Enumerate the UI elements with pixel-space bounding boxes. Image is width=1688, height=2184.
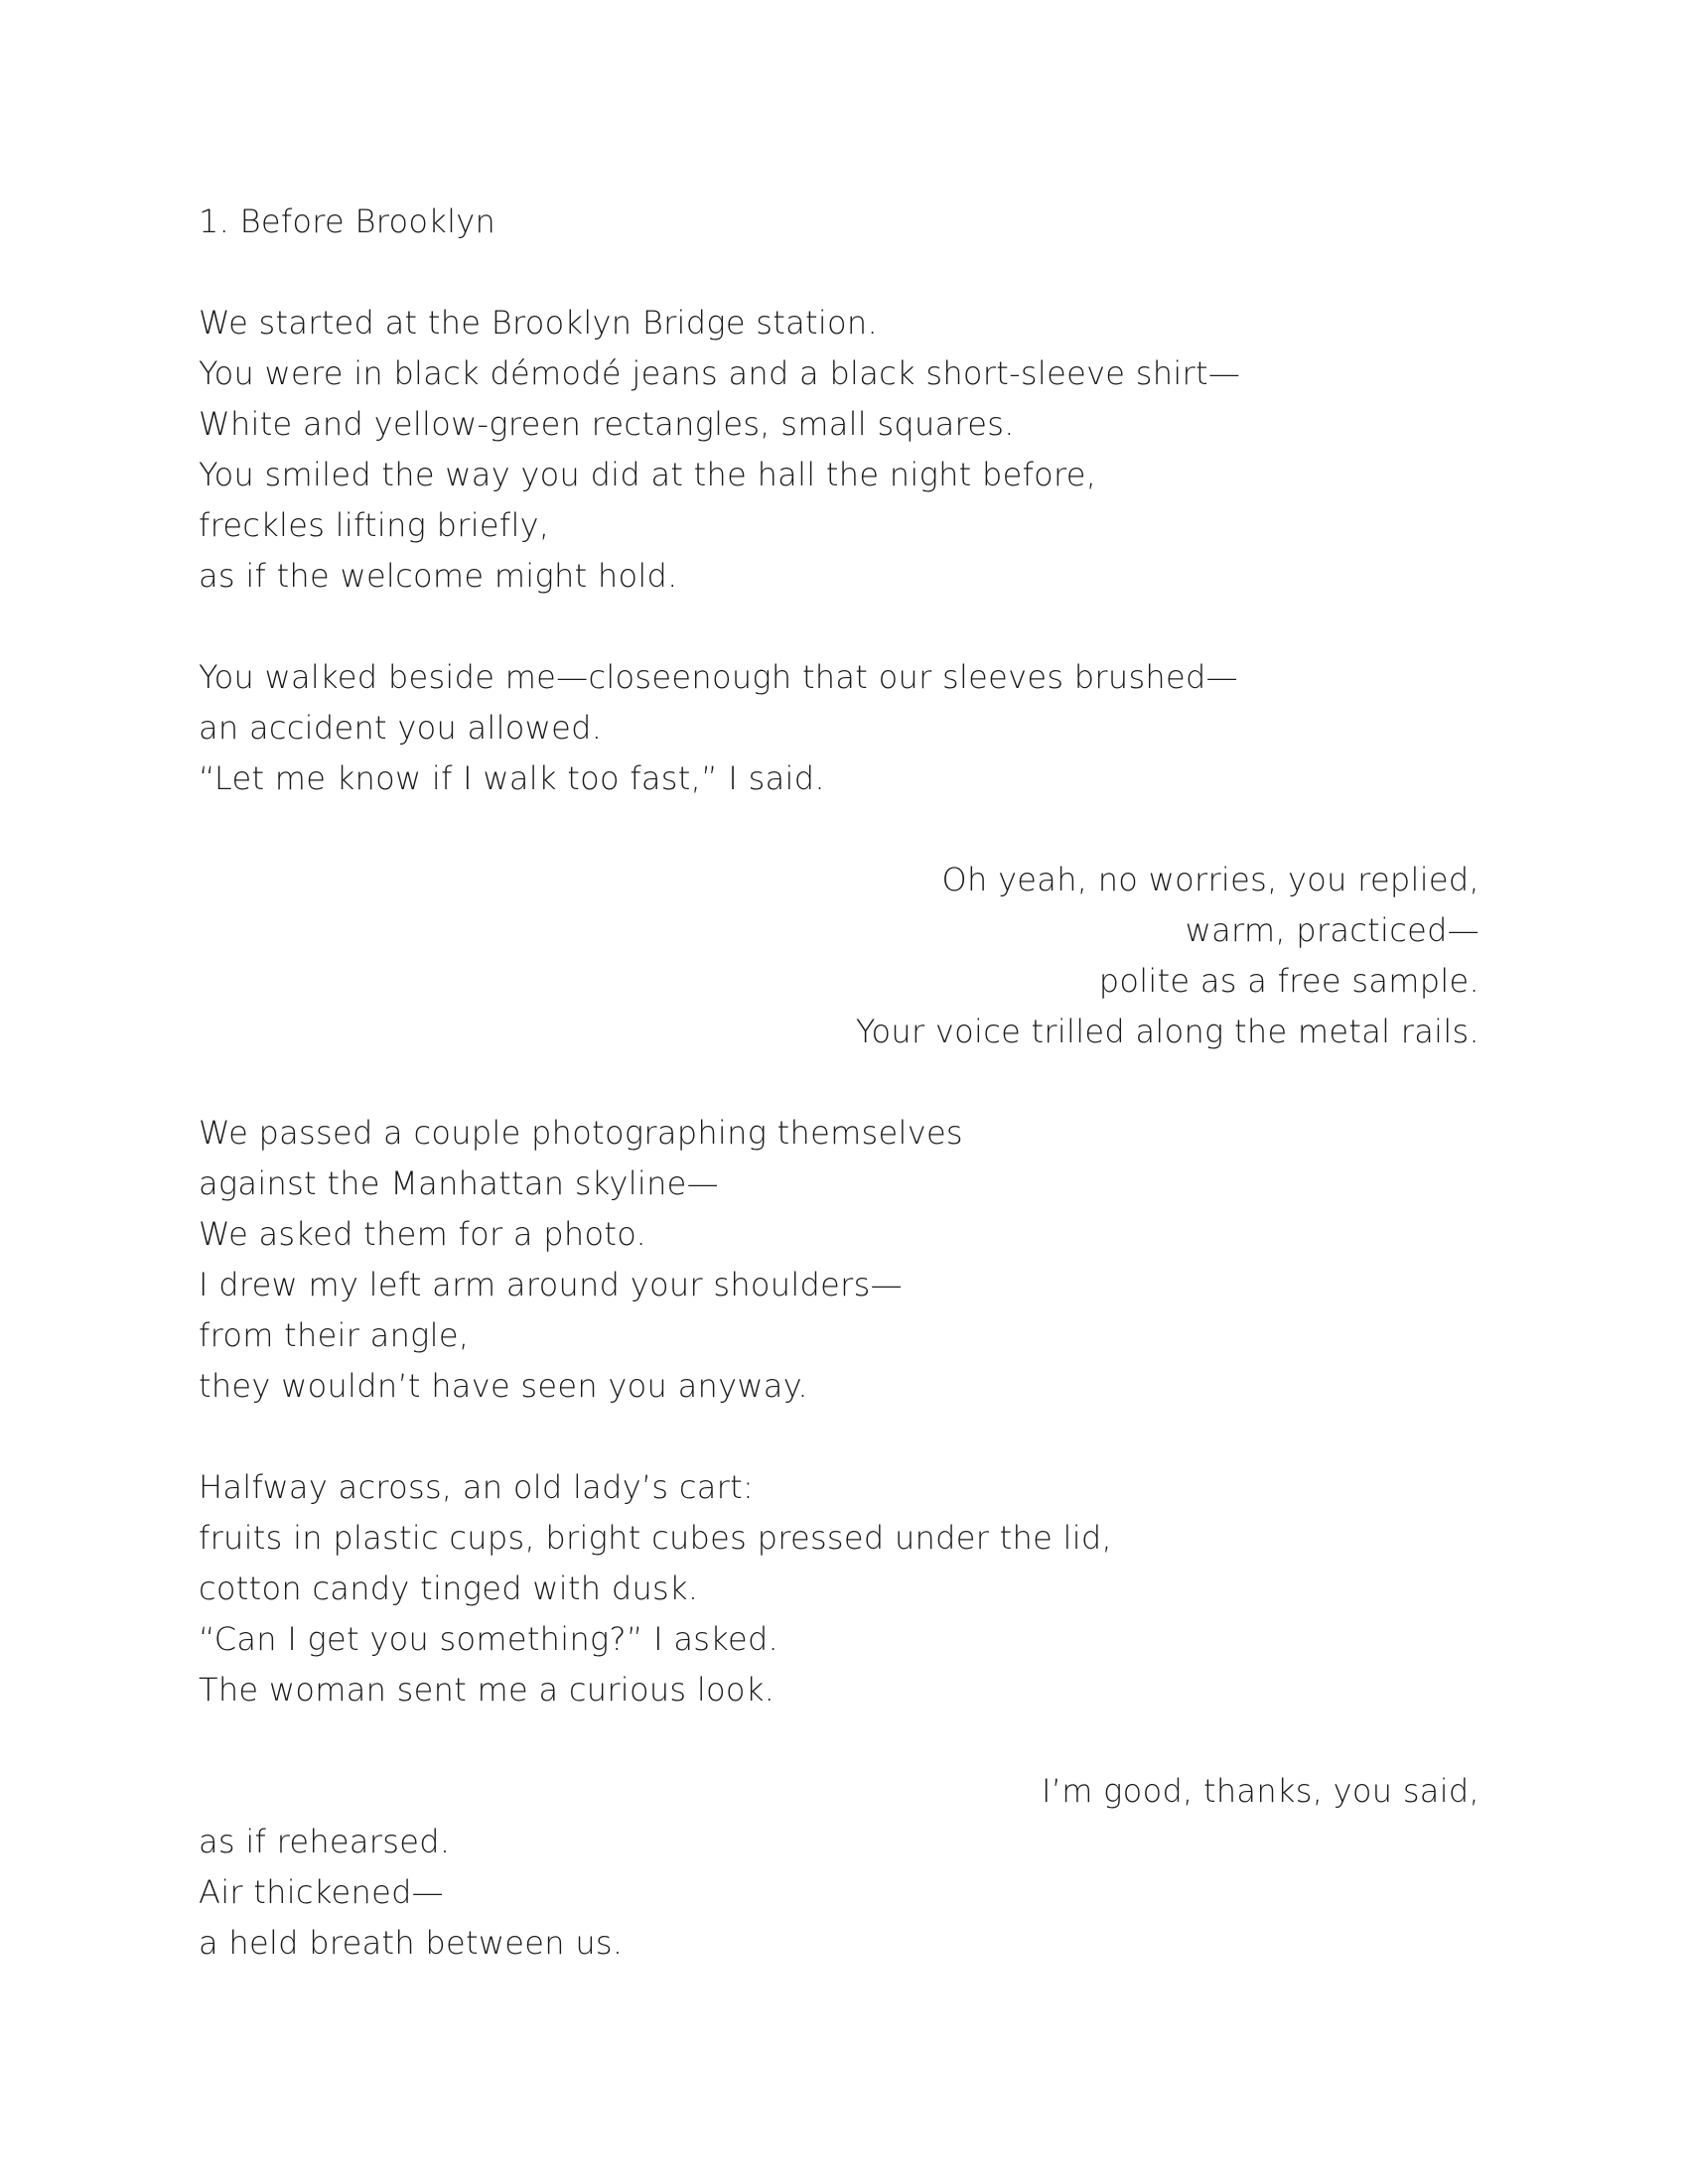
poem-line: against the Manhattan skyline— [199, 1164, 719, 1202]
stanza-1 [199, 298, 1479, 602]
poem-line: an accident you allowed. [199, 709, 603, 747]
poem-line: We started at the Brooklyn Bridge station. [199, 304, 878, 341]
poem-line: fruits in plastic cups, bright cubes pressed under the lid, [199, 1519, 1113, 1557]
poem-line: cotton candy tinged with dusk. [199, 1570, 699, 1607]
poem-line: Oh yeah, no worries, you replied, [941, 861, 1479, 898]
poem-line: We asked them for a photo. [199, 1215, 646, 1253]
poem-line: warm, practiced— [1185, 911, 1479, 949]
stanza-2 [199, 652, 1479, 804]
poem-line: as if rehearsed. [199, 1823, 451, 1860]
poem-line: Halfway across, an old lady’s cart: [199, 1468, 755, 1506]
poem-line: The woman sent me a curious look. [199, 1671, 775, 1708]
poem-title: 1. Before Brooklyn [199, 203, 496, 240]
poem-line: from their angle, [199, 1316, 470, 1354]
poem-line: You walked beside me—closeenough that our sleeves brushed— [199, 658, 1238, 696]
poem-line: We passed a couple photographing themselves [199, 1114, 963, 1152]
stanza-5 [199, 1462, 1479, 1715]
poem-line: I drew my left arm around your shoulders— [199, 1266, 903, 1303]
stanza-7 [199, 1817, 1479, 1969]
poem-line: polite as a free sample. [1098, 962, 1479, 1000]
poem [199, 197, 1479, 2019]
poem-line: You smiled the way you did at the hall the night before, [199, 456, 1097, 493]
poem-line: “Can I get you something?” I asked. [199, 1620, 779, 1658]
poem-line: as if the welcome might hold. [199, 557, 678, 595]
poem-line: You were in black démodé jeans and a black short-sleeve shirt— [199, 354, 1241, 392]
poem-line: a held breath between us. [199, 1924, 624, 1962]
poem-line: freckles lifting briefly, [199, 506, 550, 544]
poem-line: they wouldn’t have seen you anyway. [199, 1367, 808, 1405]
stanza-4 [199, 1108, 1479, 1412]
poem-line: I’m good, thanks, you said, [1042, 1772, 1479, 1810]
poem-line: White and yellow-green rectangles, small squares. [199, 405, 1015, 443]
poem-line: “Let me know if I walk too fast,” I said. [199, 759, 825, 797]
stanza-3-right-aligned [199, 855, 1479, 1057]
poem-line: Air thickened— [199, 1873, 444, 1911]
stanza-6-right-aligned [199, 1766, 1479, 1817]
poem-line: Your voice trilled along the metal rails. [855, 1013, 1479, 1050]
